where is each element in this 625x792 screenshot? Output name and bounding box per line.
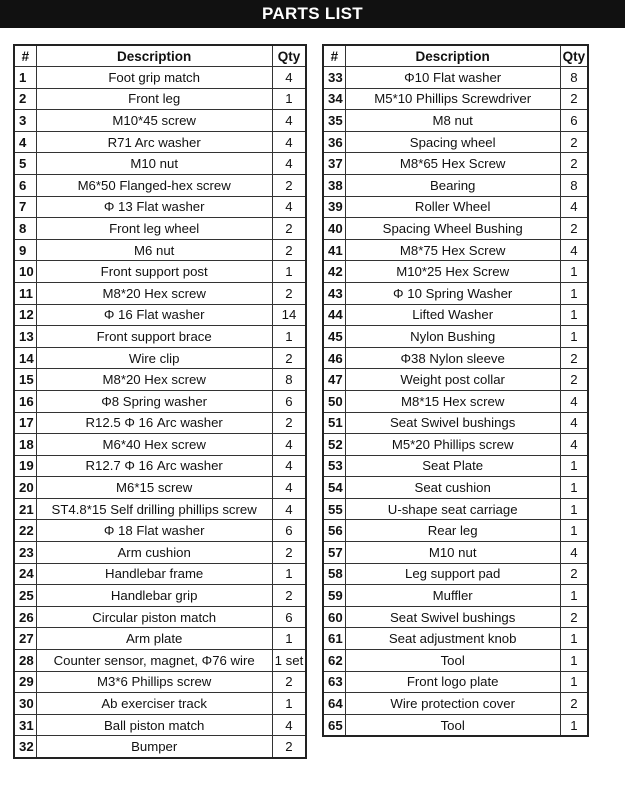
part-description: Bumper — [36, 736, 272, 758]
part-number: 52 — [323, 434, 345, 456]
table-row — [14, 326, 306, 348]
part-quantity: 2 — [272, 218, 306, 240]
part-description: Nylon Bushing — [345, 326, 560, 348]
part-description: Φ 13 Flat washer — [36, 196, 272, 218]
part-quantity: 2 — [272, 542, 306, 564]
part-quantity: 4 — [272, 498, 306, 520]
part-description: M5*20 Phillips screw — [345, 434, 560, 456]
part-number: 26 — [14, 606, 36, 628]
table-row — [14, 498, 306, 520]
part-quantity: 2 — [560, 369, 588, 391]
table-row — [323, 542, 588, 564]
part-description: Front support post — [36, 261, 272, 283]
part-description: M6*50 Flanged-hex screw — [36, 174, 272, 196]
table-row — [14, 477, 306, 499]
table-row — [323, 606, 588, 628]
part-quantity: 1 — [272, 628, 306, 650]
part-number: 37 — [323, 153, 345, 175]
part-quantity: 2 — [272, 671, 306, 693]
part-description: Φ8 Spring washer — [36, 390, 272, 412]
table-row — [14, 650, 306, 672]
table-row — [14, 88, 306, 110]
page-title: PARTS LIST — [0, 0, 625, 28]
part-description: Arm cushion — [36, 542, 272, 564]
part-description: M8*20 Hex screw — [36, 282, 272, 304]
table-row — [14, 390, 306, 412]
part-quantity: 8 — [272, 369, 306, 391]
part-description: R12.5 Φ 16 Arc washer — [36, 412, 272, 434]
part-number: 28 — [14, 650, 36, 672]
part-quantity: 8 — [560, 174, 588, 196]
part-description: M6*15 screw — [36, 477, 272, 499]
table-row — [14, 239, 306, 261]
part-quantity: 1 — [560, 326, 588, 348]
table-row — [14, 585, 306, 607]
part-number: 12 — [14, 304, 36, 326]
part-quantity: 2 — [560, 606, 588, 628]
part-number: 16 — [14, 390, 36, 412]
table-row — [323, 282, 588, 304]
part-number: 33 — [323, 67, 345, 89]
part-description: R12.7 Φ 16 Arc washer — [36, 455, 272, 477]
part-quantity: 1 set — [272, 650, 306, 672]
part-number: 11 — [14, 282, 36, 304]
table-row — [14, 563, 306, 585]
table-row — [14, 304, 306, 326]
table-row — [14, 520, 306, 542]
table-row — [14, 174, 306, 196]
part-quantity: 2 — [560, 347, 588, 369]
part-quantity: 1 — [560, 304, 588, 326]
header-description: Description — [345, 45, 560, 67]
part-quantity: 4 — [560, 412, 588, 434]
table-row — [14, 110, 306, 132]
table-row — [323, 88, 588, 110]
part-quantity: 4 — [272, 131, 306, 153]
table-row — [14, 455, 306, 477]
part-number: 10 — [14, 261, 36, 283]
table-row — [323, 304, 588, 326]
part-description: U-shape seat carriage — [345, 498, 560, 520]
parts-table-right — [322, 44, 589, 737]
part-description: Tool — [345, 650, 560, 672]
part-description: M8*65 Hex Screw — [345, 153, 560, 175]
part-quantity: 2 — [272, 412, 306, 434]
table-row — [14, 736, 306, 758]
part-number: 9 — [14, 239, 36, 261]
table-row — [14, 196, 306, 218]
part-number: 53 — [323, 455, 345, 477]
part-number: 14 — [14, 347, 36, 369]
part-description: Leg support pad — [345, 563, 560, 585]
table-row — [14, 131, 306, 153]
part-number: 38 — [323, 174, 345, 196]
part-quantity: 6 — [272, 390, 306, 412]
part-number: 40 — [323, 218, 345, 240]
part-description: M6*40 Hex screw — [36, 434, 272, 456]
table-row — [14, 347, 306, 369]
part-quantity: 1 — [560, 282, 588, 304]
part-quantity: 4 — [272, 67, 306, 89]
table-row — [323, 650, 588, 672]
part-quantity: 2 — [560, 131, 588, 153]
part-description: Seat Swivel bushings — [345, 606, 560, 628]
part-description: Handlebar grip — [36, 585, 272, 607]
part-description: Weight post collar — [345, 369, 560, 391]
part-number: 43 — [323, 282, 345, 304]
part-quantity: 1 — [560, 714, 588, 736]
part-description: Spacing wheel — [345, 131, 560, 153]
header-qty: Qty — [560, 45, 588, 67]
part-quantity: 6 — [272, 606, 306, 628]
part-quantity: 1 — [272, 88, 306, 110]
part-quantity: 1 — [560, 628, 588, 650]
part-description: R71 Arc washer — [36, 131, 272, 153]
part-description: M5*10 Phillips Screwdriver — [345, 88, 560, 110]
part-number: 46 — [323, 347, 345, 369]
table-row — [323, 390, 588, 412]
part-description: Counter sensor, magnet, Φ76 wire — [36, 650, 272, 672]
part-quantity: 4 — [272, 477, 306, 499]
part-number: 39 — [323, 196, 345, 218]
part-number: 51 — [323, 412, 345, 434]
part-description: M10 nut — [36, 153, 272, 175]
part-description: Seat Swivel bushings — [345, 412, 560, 434]
part-quantity: 4 — [272, 153, 306, 175]
part-number: 22 — [14, 520, 36, 542]
part-description: Muffler — [345, 585, 560, 607]
part-description: Front leg wheel — [36, 218, 272, 240]
part-description: Rear leg — [345, 520, 560, 542]
part-number: 62 — [323, 650, 345, 672]
part-quantity: 4 — [272, 434, 306, 456]
table-row — [14, 671, 306, 693]
part-quantity: 1 — [560, 585, 588, 607]
table-row — [323, 477, 588, 499]
part-description: M10*45 screw — [36, 110, 272, 132]
part-number: 19 — [14, 455, 36, 477]
header-number: # — [323, 45, 345, 67]
part-description: Φ10 Flat washer — [345, 67, 560, 89]
part-number: 65 — [323, 714, 345, 736]
part-quantity: 1 — [560, 520, 588, 542]
part-number: 47 — [323, 369, 345, 391]
part-quantity: 4 — [560, 196, 588, 218]
part-number: 13 — [14, 326, 36, 348]
part-number: 59 — [323, 585, 345, 607]
part-description: Roller Wheel — [345, 196, 560, 218]
part-number: 30 — [14, 693, 36, 715]
part-number: 3 — [14, 110, 36, 132]
part-description: Ab exerciser track — [36, 693, 272, 715]
table-row — [323, 585, 588, 607]
table-row — [14, 282, 306, 304]
part-number: 44 — [323, 304, 345, 326]
part-description: Seat Plate — [345, 455, 560, 477]
part-number: 29 — [14, 671, 36, 693]
table-row — [14, 153, 306, 175]
table-row — [14, 412, 306, 434]
part-number: 58 — [323, 563, 345, 585]
part-quantity: 2 — [272, 239, 306, 261]
part-number: 57 — [323, 542, 345, 564]
part-number: 61 — [323, 628, 345, 650]
part-quantity: 2 — [272, 174, 306, 196]
part-description: Φ 18 Flat washer — [36, 520, 272, 542]
part-number: 7 — [14, 196, 36, 218]
part-number: 23 — [14, 542, 36, 564]
part-description: Handlebar frame — [36, 563, 272, 585]
part-quantity: 1 — [272, 261, 306, 283]
part-number: 27 — [14, 628, 36, 650]
table-row — [323, 455, 588, 477]
part-number: 6 — [14, 174, 36, 196]
part-quantity: 14 — [272, 304, 306, 326]
part-description: M3*6 Phillips screw — [36, 671, 272, 693]
table-row — [323, 714, 588, 736]
part-description: M8 nut — [345, 110, 560, 132]
part-description: Front support brace — [36, 326, 272, 348]
part-number: 41 — [323, 239, 345, 261]
part-description: Seat cushion — [345, 477, 560, 499]
part-quantity: 4 — [560, 542, 588, 564]
part-quantity: 4 — [560, 390, 588, 412]
table-row — [14, 628, 306, 650]
part-quantity: 2 — [560, 88, 588, 110]
part-description: Lifted Washer — [345, 304, 560, 326]
part-quantity: 4 — [560, 239, 588, 261]
part-quantity: 2 — [560, 153, 588, 175]
table-row — [323, 628, 588, 650]
part-quantity: 4 — [272, 455, 306, 477]
part-quantity: 1 — [560, 477, 588, 499]
part-number: 2 — [14, 88, 36, 110]
table-row — [323, 239, 588, 261]
table-row — [14, 693, 306, 715]
part-description: Arm plate — [36, 628, 272, 650]
table-row — [323, 131, 588, 153]
part-number: 55 — [323, 498, 345, 520]
part-quantity: 2 — [560, 693, 588, 715]
part-number: 4 — [14, 131, 36, 153]
part-quantity: 2 — [272, 347, 306, 369]
table-row — [323, 218, 588, 240]
part-number: 63 — [323, 671, 345, 693]
table-header-row — [14, 45, 306, 67]
part-quantity: 1 — [272, 326, 306, 348]
part-number: 8 — [14, 218, 36, 240]
table-row — [323, 671, 588, 693]
part-number: 18 — [14, 434, 36, 456]
part-quantity: 1 — [272, 693, 306, 715]
part-quantity: 2 — [272, 585, 306, 607]
part-number: 54 — [323, 477, 345, 499]
part-quantity: 6 — [560, 110, 588, 132]
table-row — [323, 196, 588, 218]
table-header-row — [323, 45, 588, 67]
table-row — [14, 606, 306, 628]
part-description: Front logo plate — [345, 671, 560, 693]
part-description: Φ 16 Flat washer — [36, 304, 272, 326]
part-number: 20 — [14, 477, 36, 499]
table-row — [14, 542, 306, 564]
part-quantity: 4 — [560, 434, 588, 456]
part-number: 5 — [14, 153, 36, 175]
part-description: Φ 10 Spring Washer — [345, 282, 560, 304]
part-number: 64 — [323, 693, 345, 715]
part-quantity: 2 — [560, 563, 588, 585]
table-row — [323, 434, 588, 456]
part-number: 60 — [323, 606, 345, 628]
part-quantity: 6 — [272, 520, 306, 542]
table-row — [14, 434, 306, 456]
part-quantity: 4 — [272, 196, 306, 218]
part-number: 24 — [14, 563, 36, 585]
part-quantity: 1 — [560, 261, 588, 283]
part-quantity: 2 — [272, 282, 306, 304]
part-quantity: 8 — [560, 67, 588, 89]
header-number: # — [14, 45, 36, 67]
part-quantity: 1 — [560, 650, 588, 672]
part-quantity: 1 — [272, 563, 306, 585]
part-description: Front leg — [36, 88, 272, 110]
part-quantity: 1 — [560, 455, 588, 477]
part-description: Circular piston match — [36, 606, 272, 628]
table-row — [14, 261, 306, 283]
part-description: Seat adjustment knob — [345, 628, 560, 650]
part-description: M6 nut — [36, 239, 272, 261]
part-number: 45 — [323, 326, 345, 348]
part-description: M10*25 Hex Screw — [345, 261, 560, 283]
part-description: Φ38 Nylon sleeve — [345, 347, 560, 369]
part-number: 15 — [14, 369, 36, 391]
part-quantity: 2 — [272, 736, 306, 758]
table-row — [323, 412, 588, 434]
part-number: 1 — [14, 67, 36, 89]
table-row — [14, 369, 306, 391]
table-row — [323, 693, 588, 715]
part-number: 34 — [323, 88, 345, 110]
part-number: 35 — [323, 110, 345, 132]
part-description: M8*20 Hex screw — [36, 369, 272, 391]
part-description: Tool — [345, 714, 560, 736]
header-description: Description — [36, 45, 272, 67]
part-quantity: 1 — [560, 671, 588, 693]
table-row — [323, 563, 588, 585]
part-description: Spacing Wheel Bushing — [345, 218, 560, 240]
part-number: 56 — [323, 520, 345, 542]
table-row — [14, 714, 306, 736]
table-row — [323, 498, 588, 520]
table-row — [323, 520, 588, 542]
part-description: M8*75 Hex Screw — [345, 239, 560, 261]
part-description: M10 nut — [345, 542, 560, 564]
part-description: ST4.8*15 Self drilling phillips screw — [36, 498, 272, 520]
part-quantity: 4 — [272, 714, 306, 736]
parts-table-left — [13, 44, 307, 759]
part-number: 36 — [323, 131, 345, 153]
table-row — [323, 326, 588, 348]
part-description: M8*15 Hex screw — [345, 390, 560, 412]
part-number: 17 — [14, 412, 36, 434]
table-row — [323, 369, 588, 391]
table-row — [323, 67, 588, 89]
table-row — [323, 261, 588, 283]
table-row — [14, 218, 306, 240]
part-description: Wire clip — [36, 347, 272, 369]
part-number: 50 — [323, 390, 345, 412]
part-description: Ball piston match — [36, 714, 272, 736]
part-number: 25 — [14, 585, 36, 607]
part-number: 31 — [14, 714, 36, 736]
table-row — [14, 67, 306, 89]
part-quantity: 2 — [560, 218, 588, 240]
part-quantity: 4 — [272, 110, 306, 132]
part-quantity: 1 — [560, 498, 588, 520]
part-description: Bearing — [345, 174, 560, 196]
part-number: 32 — [14, 736, 36, 758]
table-row — [323, 174, 588, 196]
part-number: 21 — [14, 498, 36, 520]
header-qty: Qty — [272, 45, 306, 67]
table-row — [323, 347, 588, 369]
part-description: Foot grip match — [36, 67, 272, 89]
part-description: Wire protection cover — [345, 693, 560, 715]
part-number: 42 — [323, 261, 345, 283]
table-row — [323, 110, 588, 132]
table-row — [323, 153, 588, 175]
